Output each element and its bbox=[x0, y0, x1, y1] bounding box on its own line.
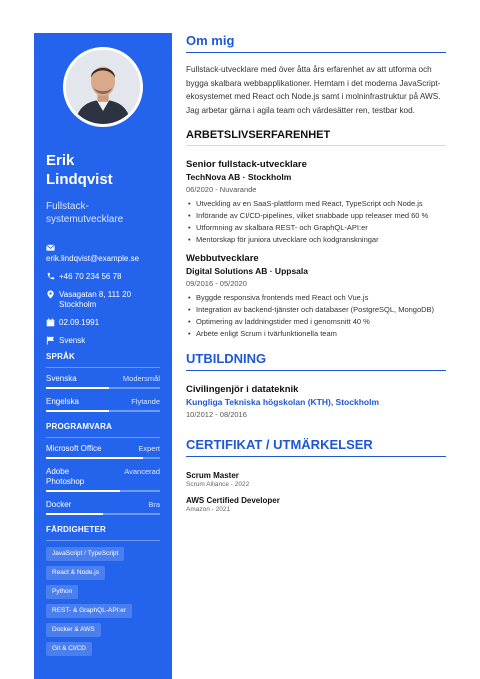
experience-heading: ARBETSLIVSERFARENHET bbox=[186, 129, 446, 146]
level-bar-fill bbox=[46, 513, 103, 515]
languages-list bbox=[46, 374, 160, 412]
contact-nationality bbox=[46, 336, 160, 346]
software-level: Avancerad bbox=[124, 467, 160, 476]
address-text: Vasagatan 8, 111 20 Stockholm bbox=[59, 290, 132, 309]
skill-tag: Docker & AWS bbox=[46, 623, 101, 637]
education-heading: UTBILDNING bbox=[186, 351, 446, 371]
software-name: Microsoft Office bbox=[46, 444, 102, 453]
contact-list bbox=[46, 243, 160, 346]
education-degree: Civilingenjör i datateknik bbox=[186, 384, 299, 395]
job-entry bbox=[186, 159, 446, 245]
software-item bbox=[46, 444, 160, 459]
job-dates: 09/2016 - 05/2020 bbox=[186, 279, 247, 288]
phone-icon bbox=[46, 272, 55, 281]
contact-address bbox=[46, 290, 160, 310]
job-company: TechNova AB · Stockholm bbox=[186, 172, 292, 182]
last-name: Lindqvist bbox=[46, 171, 113, 188]
certificate-item bbox=[186, 496, 446, 513]
job-bullet: • Införande av CI/CD-pipelines, vilket snabbade upp releaser med 60 % bbox=[186, 211, 446, 221]
skills-heading: FÄRDIGHETER bbox=[46, 525, 160, 541]
first-name: Erik bbox=[46, 152, 75, 169]
about-section bbox=[186, 33, 446, 117]
phone-text: +46 70 234 56 78 bbox=[59, 272, 122, 281]
language-name: Engelska bbox=[46, 397, 79, 406]
language-name: Svenska bbox=[46, 374, 77, 383]
software-item bbox=[46, 500, 160, 515]
main-content bbox=[186, 33, 446, 513]
job-bullet: • Utveckling av en SaaS-plattform med React, TypeScript och Node.js bbox=[186, 199, 446, 209]
job-bullet: • Byggde responsiva frontends med React och Vue.js bbox=[186, 293, 446, 303]
skill-tag: React & Node.js bbox=[46, 566, 105, 580]
job-entry bbox=[186, 253, 446, 339]
software-list bbox=[46, 444, 160, 515]
certificates-heading: CERTIFIKAT / UTMÄRKELSER bbox=[186, 437, 446, 457]
software-level: Bra bbox=[148, 500, 160, 509]
education-school: Kungliga Tekniska högskolan (KTH), Stockholm bbox=[186, 397, 380, 407]
certificate-issuer: Amazon - 2021 bbox=[186, 506, 231, 513]
location-icon bbox=[46, 290, 55, 299]
job-role: Senior fullstack-utvecklare bbox=[186, 159, 307, 170]
software-heading: PROGRAMVARA bbox=[46, 422, 160, 438]
software-level: Expert bbox=[138, 444, 160, 453]
certificate-item bbox=[186, 471, 446, 488]
contact-email[interactable] bbox=[46, 243, 160, 264]
skill-tag: Python bbox=[46, 585, 78, 599]
flag-icon bbox=[46, 336, 55, 345]
language-item bbox=[46, 397, 160, 412]
software-name: Docker bbox=[46, 500, 72, 509]
level-bar bbox=[46, 410, 160, 412]
sidebar bbox=[34, 33, 172, 679]
education-section bbox=[186, 351, 446, 419]
mail-icon bbox=[46, 243, 55, 252]
email-text: erik.lindqvist@example.se bbox=[46, 254, 140, 263]
job-bullet: • Integration av backend-tjänster och databaser (PostgreSQL, MongoDB) bbox=[186, 305, 446, 315]
level-bar bbox=[46, 457, 160, 459]
language-item bbox=[46, 374, 160, 389]
about-text: Fullstack-utvecklare med över åtta års erfarenhet av att utforma och bygga skalbara webbapplikationer. Hemtam i det moderna JavaScript-ekosystemet med React och Node.js samt i molninfrastruktur på AWS. Jag arbetar gärna i agila team och värdesätter ren, testbar kod. bbox=[186, 65, 441, 115]
contact-phone[interactable] bbox=[46, 272, 160, 282]
job-title: Fullstack-systemutvecklare bbox=[46, 201, 124, 225]
nationality-text: Svensk bbox=[59, 336, 86, 345]
language-level: Flytande bbox=[131, 397, 160, 406]
level-bar-fill bbox=[46, 490, 120, 492]
job-bullet: • Utformning av skalbara REST- och GraphQL-API:er bbox=[186, 223, 446, 233]
job-bullets bbox=[186, 293, 446, 339]
full-name bbox=[46, 151, 160, 189]
certificate-name: Scrum Master bbox=[186, 471, 239, 480]
profile-photo bbox=[63, 47, 143, 127]
job-bullet: • Arbete enligt Scrum i tvärfunktionella team bbox=[186, 329, 446, 339]
software-name: Adobe Photoshop bbox=[46, 467, 85, 486]
skill-tag: JavaScript / TypeScript bbox=[46, 547, 124, 561]
language-level: Modersmål bbox=[122, 374, 160, 383]
experience-section bbox=[186, 129, 446, 339]
job-company: Digital Solutions AB · Uppsala bbox=[186, 266, 308, 276]
education-dates: 10/2012 - 08/2016 bbox=[186, 410, 247, 419]
level-bar bbox=[46, 513, 160, 515]
about-heading: Om mig bbox=[186, 33, 446, 53]
level-bar bbox=[46, 387, 160, 389]
level-bar bbox=[46, 490, 160, 492]
skill-tag: REST- & GraphQL-API:er bbox=[46, 604, 132, 618]
job-bullet: • Optimering av laddningstider med i genomsnitt 40 % bbox=[186, 317, 446, 327]
calendar-icon bbox=[46, 318, 55, 327]
certificate-issuer: Scrum Alliance - 2022 bbox=[186, 481, 250, 488]
software-item bbox=[46, 467, 160, 492]
contact-birthdate bbox=[46, 318, 160, 328]
skills-tags bbox=[46, 547, 160, 656]
level-bar-fill bbox=[46, 457, 143, 459]
job-bullet: • Mentorskap för juniora utvecklare och kodgranskningar bbox=[186, 235, 446, 245]
certificate-name: AWS Certified Developer bbox=[186, 496, 280, 505]
languages-heading: SPRÅK bbox=[46, 352, 160, 368]
skill-tag: Git & CI/CD bbox=[46, 642, 92, 656]
level-bar-fill bbox=[46, 387, 109, 389]
certificates-section bbox=[186, 437, 446, 513]
birthdate-text: 02.09.1991 bbox=[59, 318, 100, 327]
level-bar-fill bbox=[46, 410, 109, 412]
job-dates: 06/2020 - Nuvarande bbox=[186, 185, 257, 194]
job-role: Webbutvecklare bbox=[186, 253, 259, 264]
job-bullets bbox=[186, 199, 446, 245]
